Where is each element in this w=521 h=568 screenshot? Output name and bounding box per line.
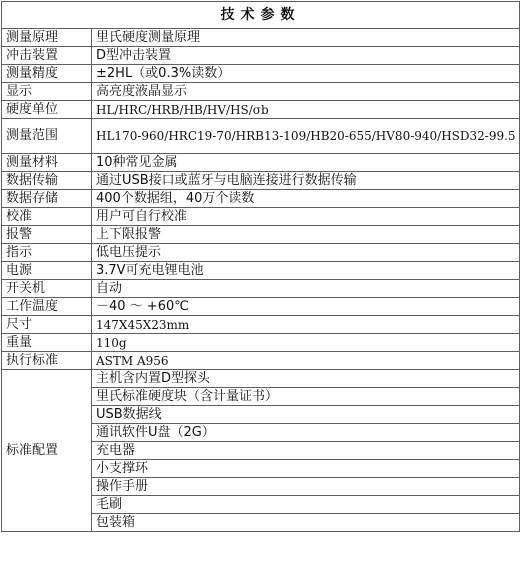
title-row [2, 2, 520, 29]
spec-row-impact-device [2, 47, 520, 65]
spec-row-principle [2, 29, 520, 47]
spec-value: ASTM A956 [92, 352, 520, 370]
spec-table [1, 1, 520, 532]
spec-label: 数据存储 [2, 190, 92, 208]
spec-row-weight [2, 334, 520, 352]
spec-row-data-storage [2, 190, 520, 208]
spec-label: 报警 [2, 226, 92, 244]
spec-label: 数据传输 [2, 172, 92, 190]
spec-label: 执行标准 [2, 352, 92, 370]
config-item: 毛刷 [92, 496, 520, 514]
spec-label: 测量原理 [2, 29, 92, 47]
spec-row-accuracy [2, 65, 520, 83]
table-title: 技术参数 [2, 2, 520, 29]
spec-label: 开关机 [2, 280, 92, 298]
spec-label: 重量 [2, 334, 92, 352]
spec-row-indication [2, 244, 520, 262]
config-row [2, 370, 520, 388]
spec-value: 10种常见金属 [92, 154, 520, 172]
config-item: 主机含内置D型探头 [92, 370, 520, 388]
spec-value: 400个数据组，40万个读数 [92, 190, 520, 208]
spec-row-data-transfer [2, 172, 520, 190]
spec-row-alarm [2, 226, 520, 244]
spec-value: 上下限报警 [92, 226, 520, 244]
spec-row-display [2, 83, 520, 101]
spec-row-power-switch [2, 280, 520, 298]
spec-value: 110g [92, 334, 520, 352]
config-item: 包装箱 [92, 514, 520, 532]
config-item: USB数据线 [92, 406, 520, 424]
spec-row-temperature [2, 298, 520, 316]
config-label: 标准配置 [2, 370, 92, 532]
spec-value: 里氏硬度测量原理 [92, 29, 520, 47]
config-item: 充电器 [92, 442, 520, 460]
spec-label: 尺寸 [2, 316, 92, 334]
config-item: 小支撑环 [92, 460, 520, 478]
spec-label: 工作温度 [2, 298, 92, 316]
spec-value: －40 ～ +60℃ [92, 298, 520, 316]
config-item: 里氏标准硬度块（含计量证书） [92, 388, 520, 406]
spec-row-power [2, 262, 520, 280]
spec-value: 自动 [92, 280, 520, 298]
spec-value: 低电压提示 [92, 244, 520, 262]
spec-value: ±2HL（或0.3%读数） [92, 65, 520, 83]
spec-value: 3.7V可充电锂电池 [92, 262, 520, 280]
spec-row-range [2, 119, 520, 154]
spec-label: 电源 [2, 262, 92, 280]
spec-row-standard [2, 352, 520, 370]
spec-row-materials [2, 154, 520, 172]
config-item: 操作手册 [92, 478, 520, 496]
spec-label: 测量范围 [2, 119, 92, 154]
spec-label: 测量精度 [2, 65, 92, 83]
spec-row-dimensions [2, 316, 520, 334]
spec-value: HL/HRC/HRB/HB/HV/HS/σb [92, 101, 520, 119]
spec-value: 用户可自行校准 [92, 208, 520, 226]
config-item: 通讯软件U盘（2G） [92, 424, 520, 442]
spec-label: 冲击装置 [2, 47, 92, 65]
spec-value: 147X45X23mm [92, 316, 520, 334]
spec-label: 显示 [2, 83, 92, 101]
spec-label: 硬度单位 [2, 101, 92, 119]
spec-label: 指示 [2, 244, 92, 262]
spec-value: 高亮度液晶显示 [92, 83, 520, 101]
spec-value: 通过USB接口或蓝牙与电脑连接进行数据传输 [92, 172, 520, 190]
spec-label: 校准 [2, 208, 92, 226]
spec-row-units [2, 101, 520, 119]
spec-value: D型冲击装置 [92, 47, 520, 65]
spec-value: HL170-960/HRC19-70/HRB13-109/HB20-655/HV80-940/HSD32-99.5 [92, 119, 520, 154]
spec-row-calibration [2, 208, 520, 226]
spec-label: 测量材料 [2, 154, 92, 172]
